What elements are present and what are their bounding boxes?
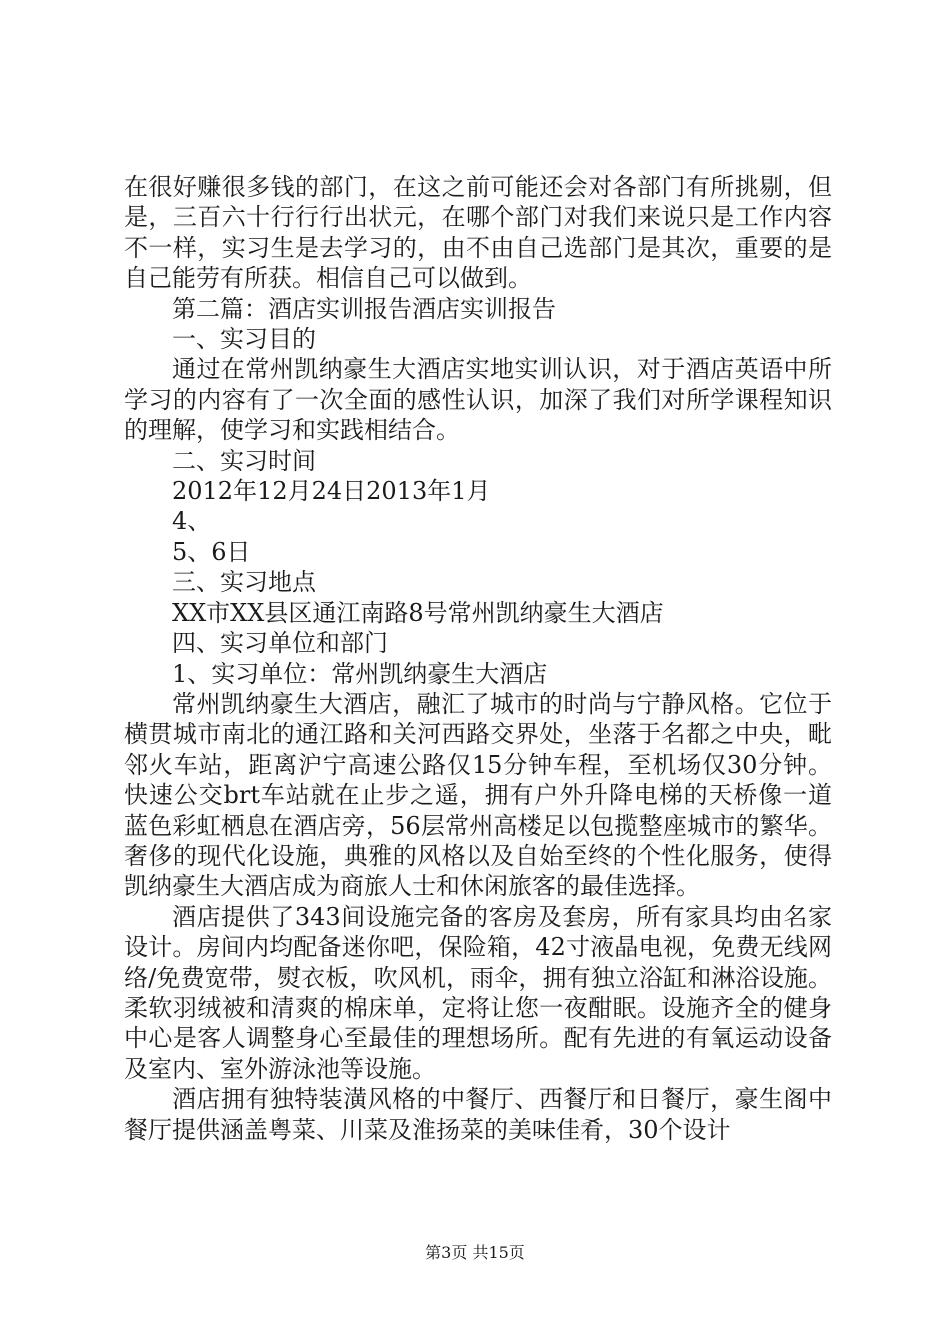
paragraph: 一、实习目的 [172, 325, 316, 354]
paragraph: 三、实习地点 [172, 568, 316, 597]
paragraph: 5、6日 [172, 537, 251, 566]
paragraph: 1、实习单位：常州凯纳豪生大酒店 [172, 659, 548, 688]
paragraph: XX市XX县区通江南路8号常州凯纳豪生大酒店 [172, 598, 664, 627]
paragraph: 四、实习单位和部门 [172, 629, 388, 658]
paragraph: 常州凯纳豪生大酒店，融汇了城市的时尚与宁静风格。它位于横贯城市南北的通江路和关河西路交界处，坐落于名都之中央，毗邻火车站，距离沪宁高速公路仅15分钟车程，至机场仅30分钟。快速公交brt车站就在止步之遥，拥有户外升降电梯的天桥像一道蓝色彩虹栖息在酒店旁，56层常州高楼足以包揽整座城市的繁华。奢侈的现代化设施，典雅的风格以及自始至终的个性化服务，使得凯纳豪生大酒店成为商旅人士和休闲旅客的最佳选择。 [124, 689, 832, 901]
paragraph: 在很好赚很多钱的部门，在这之前可能还会对各部门有所挑剔，但是，三百六十行行行出状元，在哪个部门对我们来说只是工作内容不一样，实习生是去学习的，由不由自己选部门是其次，重要的是自己能劳有所获。相信自己可以做到。 [124, 173, 832, 293]
paragraph: 2012年12月24日2013年1月 [172, 477, 491, 506]
paragraph: 酒店提供了343间设施完备的客房及套房，所有家具均由名家设计。房间内均配备迷你吧，保险箱，42寸液晶电视，免费无线网络/免费宽带，熨衣板，吹风机，雨伞，拥有独立浴缸和淋浴设施。柔软羽绒被和清爽的棉床单，定将让您一夜酣眠。设施齐全的健身中心是客人调整身心至最佳的理想场所。配有先进的有氧运动设备及室内、室外游泳池等设施。 [124, 902, 832, 1083]
paragraph: 二、实习时间 [172, 446, 316, 475]
paragraph: 4、 [172, 507, 212, 536]
paragraph: 第二篇：酒店实训报告酒店实训报告 [172, 294, 556, 323]
document-body [124, 172, 832, 1145]
page-footer: 第3页 共15页 [425, 1243, 525, 1262]
paragraph: 酒店拥有独特装潢风格的中餐厅、西餐厅和日餐厅，豪生阁中餐厅提供涵盖粤菜、川菜及淮扬菜的美味佳肴，30个设计 [124, 1085, 832, 1144]
paragraph: 通过在常州凯纳豪生大酒店实地实训认识，对于酒店英语中所学习的内容有了一次全面的感性认识，加深了我们对所学课程知识的理解，使学习和实践相结合。 [124, 355, 832, 445]
